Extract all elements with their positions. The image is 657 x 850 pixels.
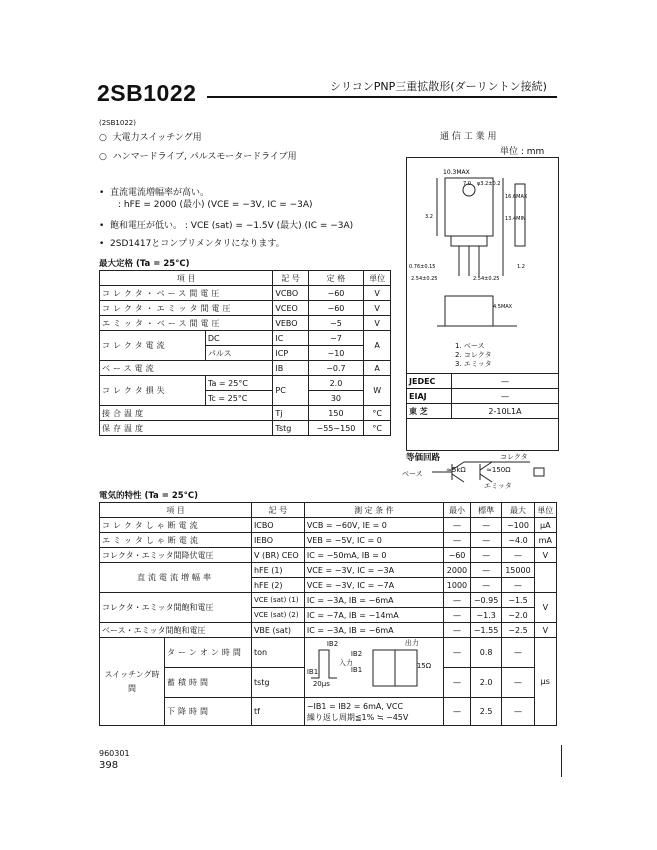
code-note: (2SB1022) — [99, 119, 136, 127]
dim-lead: 13.4MIN — [505, 216, 526, 222]
table-row: コレクタ電流 DC IC −7 A — [100, 331, 391, 346]
ib1-label: IB1 — [306, 668, 319, 676]
col-val: 定 格 — [308, 271, 364, 286]
dim-7: 7.0 — [463, 181, 471, 187]
col-unit: 単位 — [364, 271, 391, 286]
output-label: 出力 — [404, 639, 419, 647]
part-number: 2SB1022 — [97, 80, 197, 106]
table-header — [100, 503, 557, 518]
feature-1: • 直流電流増幅率が高い。 — [99, 188, 210, 198]
switch-cond: −IB1 = IB2 = 6mA, VCC — [306, 701, 404, 711]
title-rule — [207, 96, 557, 98]
std-row: EIAJ — — [407, 389, 559, 404]
elec-table — [99, 502, 557, 726]
table-row: 蓄積時間 tstg — 2.0 — — [100, 668, 557, 698]
pulse-width: 20μs — [312, 680, 330, 688]
table-row: コレクタ・エミッタ間降伏電圧 V (BR) CEO IC = −50mA, IB = 0 −60 — — V — [100, 548, 557, 563]
table-header — [100, 271, 391, 286]
subtitle: シリコンPNP三重拡散形(ダーリントン接続) — [330, 80, 547, 93]
table-row: Tc = 25°C 30 — [100, 391, 391, 406]
col-sym: 記 号 — [273, 271, 308, 286]
dim-thick: 4.5MAX — [493, 304, 513, 310]
col-sym: 記 号 — [251, 503, 304, 518]
col-unit: 単位 — [534, 503, 556, 518]
application-1: ○ 大電力スイッチング用 — [99, 133, 202, 143]
std-row: JEDEC — — [407, 374, 559, 389]
package-unit: 単位 : mm — [500, 147, 545, 157]
circuit-r1: ≈5kΩ — [446, 466, 466, 474]
col-max: 最大 — [502, 503, 534, 518]
table-row: スイッチング時間 ターンオン時間 ton IB2 IB2 IB1 IB1 入力 出力 20μs 15Ω — 0.8 — μs — [100, 638, 557, 668]
table-row: エミッタ・ベース間電圧 VEBO −5 V — [100, 316, 391, 331]
circuit-r2: ≈150Ω — [486, 466, 511, 474]
std-row: 東 芝 2-10L1A — [407, 404, 559, 419]
circuit-title: 等価回路 — [406, 453, 441, 463]
dim-1-2: 1.2 — [517, 264, 525, 270]
table-row: 直流電流増幅率 hFE (1) VCE = −3V, IC = −3A 2000 — 15000 — [100, 563, 557, 578]
dim-pitch-1: 2.54±0.25 — [411, 276, 438, 282]
table-row: 保存温度 Tstg −55∼150 °C — [100, 421, 391, 436]
feature-1-sub: : hFE = 2000 (最小) (VCE = −3V, IC = −3A) — [118, 200, 313, 210]
dim-pin: 0.76±0.15 — [409, 264, 436, 270]
pin-2: 2. コレクタ — [455, 351, 492, 359]
dim-width: 10.3MAX — [443, 169, 470, 176]
input-label: 入力 — [338, 659, 353, 667]
page-number: 398 — [99, 760, 119, 771]
table-row: パルス ICP −10 — [100, 346, 391, 361]
dim-hole: φ3.2±0.2 — [477, 181, 501, 187]
application-2: ○ ハンマードライブ, パルスモータードライブ用 — [99, 152, 297, 162]
pin-3: 3. エミッタ — [455, 360, 492, 368]
table-row: コレクタ・ベース間電圧 VCBO −60 V — [100, 286, 391, 301]
table-row: hFE (2) VCE = −3V, IC = −7A 1000 — — — [100, 578, 557, 593]
table-row: 接合温度 Tj 150 °C — [100, 406, 391, 421]
col-item: 項 目 — [100, 271, 273, 286]
footer-code: 960301 — [99, 749, 130, 758]
dim-pitch-2: 2.54±0.25 — [473, 276, 500, 282]
circuit-base: ベース — [402, 470, 423, 478]
table-row: ベース・エミッタ間飽和電圧 VBE (sat) IC = −3A, IB = −6mA — −1.55 −2.5 V — [100, 623, 557, 638]
col-cond: 測 定 条 件 — [304, 503, 443, 518]
table-row: コレクタ・エミッタ間飽和電圧 VCE (sat) (1) IC = −3A, IB = −6mA — −0.95 −1.5 V — [100, 593, 557, 608]
ib2-label: IB2 — [326, 640, 339, 648]
col-typ: 標準 — [470, 503, 501, 518]
circuit-emitter: エミッタ — [484, 482, 512, 490]
standards-table — [406, 373, 559, 419]
pin-1: 1. ベース — [455, 342, 485, 350]
elec-caption: 電気的特性 (Ta = 25°C) — [99, 491, 199, 501]
ib2-label-2: IB2 — [350, 650, 363, 658]
col-item: 項 目 — [100, 503, 252, 518]
table-row: コレクタ・エミッタ間電圧 VCEO −60 V — [100, 301, 391, 316]
circuit-collector: コレクタ — [500, 453, 528, 461]
ib1-label-2: IB1 — [350, 666, 363, 674]
feature-2: • 飽和電圧が低い。 : VCE (sat) = −1.5V (最大) (IC = −3A) — [99, 221, 354, 231]
dim-3-2: 3.2 — [425, 214, 433, 220]
abs-max-caption: 最大定格 (Ta = 25°C) — [99, 259, 190, 269]
package-usage: 通 信 工 業 用 — [440, 132, 497, 142]
table-row: コレクタ損失 Ta = 25°C PC 2.0 W — [100, 376, 391, 391]
table-row: エミッタしゃ断電流 IEBO VEB = −5V, IC = 0 — — −4.0 mA — [100, 533, 557, 548]
feature-3: • 2SD1417とコンプリメンタリになります。 — [99, 239, 285, 249]
dim-height: 16.6MAX — [505, 194, 528, 200]
load-resistor: 15Ω — [416, 662, 432, 670]
switch-cond-2: 繰り返し周期≦1% ≒ −45V — [306, 712, 409, 722]
abs-max-table — [99, 270, 391, 436]
table-row: 下降時間 tf −IB1 = IB2 = 6mA, VCC 繰り返し周期≦1% ≒ −45V — 2.5 — — [100, 698, 557, 726]
package-box — [406, 157, 559, 451]
col-min: 最小 — [444, 503, 471, 518]
package-drawing — [407, 158, 558, 373]
table-row: コレクタしゃ断電流 ICBO VCB = −60V, IE = 0 — — −100 μA — [100, 518, 557, 533]
switching-circuit-cell — [304, 638, 443, 698]
table-row: VCE (sat) (2) IC = −7A, IB = −14mA — −1.3 −2.0 — [100, 608, 557, 623]
pin-list — [455, 342, 492, 369]
footer-rule — [561, 745, 562, 777]
table-row: ベース電流 IB −0.7 A — [100, 361, 391, 376]
